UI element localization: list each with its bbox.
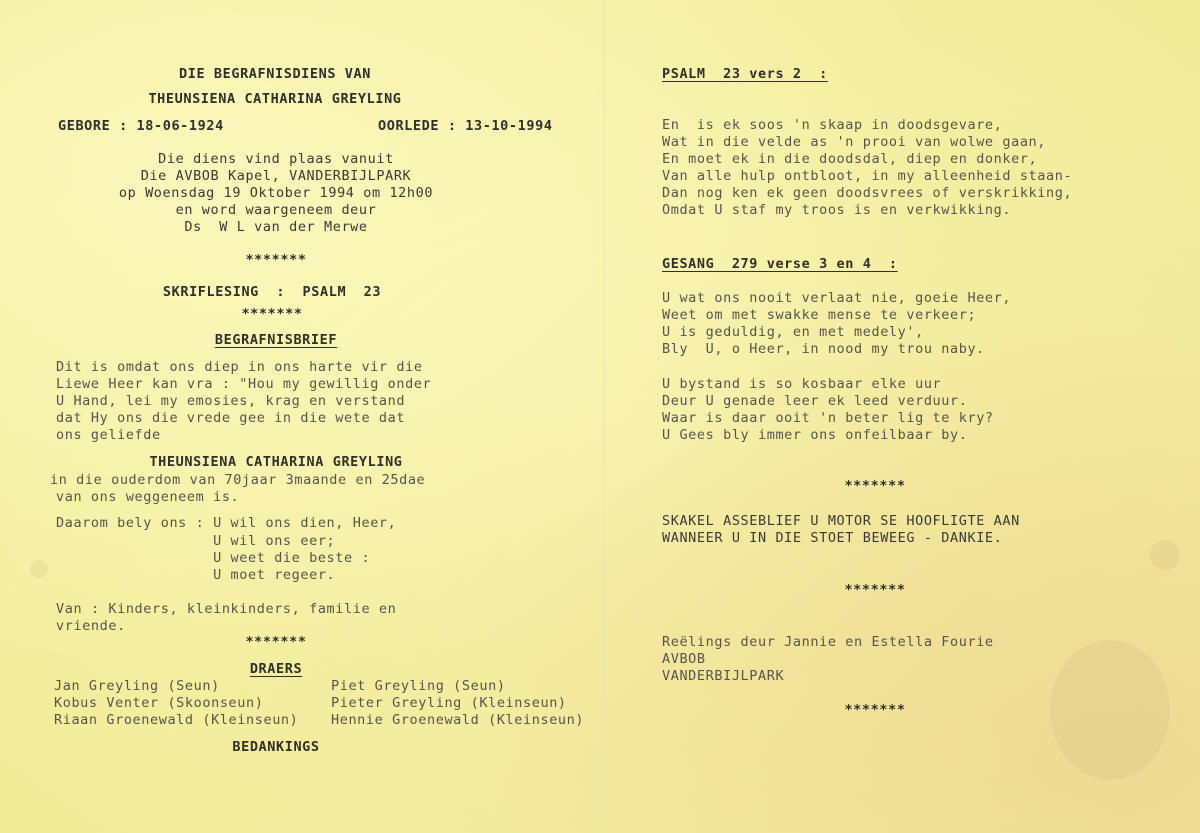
arrangements-line: AVBOB [662, 651, 706, 667]
bearers-heading: DRAERS [249, 661, 303, 677]
prayer-line: U weet die beste : [56, 550, 371, 566]
psalm-heading: PSALM 23 vers 2 : [662, 66, 828, 82]
bearer-name: Hennie Groenewald (Kleinseun) [331, 712, 585, 728]
psalm-line: Wat in die velde as 'n prooi van wolwe gaan, [662, 134, 1047, 150]
psalm-line: Van alle hulp ontbloot, in my alleenheid staan- [662, 168, 1073, 184]
letter-line: dat Hy ons die vrede gee in die wete dat [56, 410, 406, 426]
service-line: Ds W L van der Merwe [184, 219, 368, 235]
bearer-name: Piet Greyling (Seun) [331, 678, 506, 694]
gesang-line: Deur U genade leer ek leed verduur. [662, 393, 968, 409]
bearer-name: Jan Greyling (Seun) [54, 678, 220, 694]
separator: ******* [245, 634, 307, 650]
arrangements-line: VANDERBIJLPARK [662, 668, 785, 684]
letter-line: Dit is omdat ons diep in ons harte vir die [56, 359, 423, 375]
death-date: OORLEDE : 13-10-1994 [378, 118, 553, 134]
thanks-heading: BEDANKINGS [232, 739, 320, 755]
separator: ******* [844, 478, 906, 494]
bearer-name: Pieter Greyling (Kleinseun) [331, 695, 567, 711]
gesang-line: Weet om met swakke mense te verkeer; [662, 307, 977, 323]
age-line: in die ouderdom van 70jaar 3maande en 25dae [50, 472, 426, 488]
psalm-line: Omdat U staf my troos is en verkwikking. [662, 202, 1012, 218]
gesang-line: Waar is daar ooit 'n beter lig te kry? [662, 410, 994, 426]
prayer-line: Daarom bely ons : U wil ons dien, Heer, [56, 515, 397, 531]
letter-line: U Hand, lei my emosies, krag en verstand [56, 393, 406, 409]
separator: ******* [844, 582, 906, 598]
separator: ******* [844, 702, 906, 718]
gesang-line: U Gees bly immer ons onfeilbaar by. [662, 427, 968, 443]
letter-line: ons geliefde [56, 427, 161, 443]
age-line: van ons weggeneem is. [56, 489, 240, 505]
gesang-line: U bystand is so kosbaar elke uur [662, 376, 942, 392]
service-line: Die diens vind plaas vanuit [158, 151, 394, 167]
prayer-line: U moet regeer. [56, 567, 336, 583]
paper-stain [30, 560, 48, 578]
service-line: Die AVBOB Kapel, VANDERBIJLPARK [140, 168, 412, 184]
from-line: Van : Kinders, kleinkinders, familie en [56, 601, 397, 617]
gesang-line: U wat ons nooit verlaat nie, goeie Heer, [662, 290, 1012, 306]
from-line: vriende. [56, 618, 126, 634]
letter-line: Liewe Heer kan vra : "Hou my gewillig onder [56, 376, 432, 392]
title-line-1: DIE BEGRAFNISDIENS VAN [178, 66, 371, 82]
paper-stain [1150, 540, 1180, 570]
gesang-line: U is geduldig, en met medely', [662, 324, 924, 340]
psalm-line: En is ek soos 'n skaap in doodsgevare, [662, 117, 1003, 133]
page-fold [604, 0, 606, 833]
service-line: en word waargeneem deur [175, 202, 377, 218]
birth-date: GEBORE : 18-06-1924 [58, 118, 224, 134]
service-line: op Woensdag 19 Oktober 1994 om 12h00 [118, 185, 434, 201]
psalm-line: En moet ek in die doodsdal, diep en donker, [662, 151, 1038, 167]
bearer-name: Kobus Venter (Skoonseun) [54, 695, 264, 711]
headlights-notice: WANNEER U IN DIE STOET BEWEEG - DANKIE. [662, 530, 1003, 546]
arrangements-line: Reëlings deur Jannie en Estella Fourie [662, 634, 994, 650]
letter-heading: BEGRAFNISBRIEF [214, 332, 338, 348]
gesang-heading: GESANG 279 verse 3 en 4 : [662, 256, 898, 272]
prayer-line: U wil ons eer; [56, 533, 336, 549]
gesang-line: Bly U, o Heer, in nood my trou naby. [662, 341, 985, 357]
psalm-line: Dan nog ken ek geen doodsvrees of verskrikking, [662, 185, 1073, 201]
scripture-reading: SKRIFLESING : PSALM 23 [162, 284, 382, 300]
bearer-name: Riaan Groenewald (Kleinseun) [54, 712, 299, 728]
separator: ******* [245, 252, 307, 268]
deceased-name: THEUNSIENA CATHARINA GREYLING [149, 454, 403, 470]
headlights-notice: SKAKEL ASSEBLIEF U MOTOR SE HOOFLIGTE AAN [662, 513, 1020, 529]
separator: ******* [241, 306, 303, 322]
title-line-2: THEUNSIENA CATHARINA GREYLING [148, 91, 402, 107]
